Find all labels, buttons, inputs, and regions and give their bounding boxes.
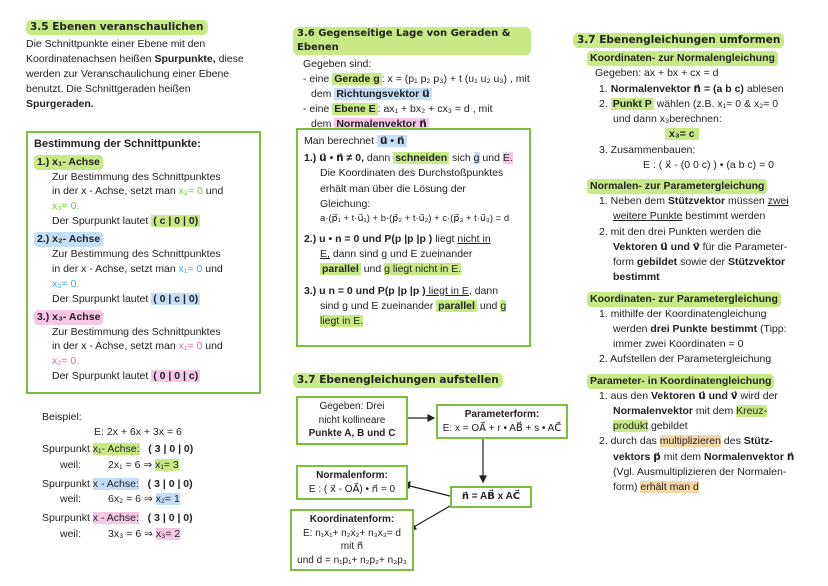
beispiel: Beispiel: E: 2x + 6x + 3x = 6 Spurpunkt x₁- Achse: ( 3 | 0 | 0) weil: 2x₁ = 6 ⇒ x₁= 3 Spurpunkt x - Achse: ( 3 | 0 | 0) weil: 6x₂ = 6 ⇒ x₂= 1 Spurpunkt x - Achse: ( 3 | 0 | 0) weil: 3x₃ = 6 ⇒ x₃= 2 (42, 411, 194, 540)
x1-achse: 1.) x₁- Achse Zur Bestimmung des Schnittpunktes in der x - Achse, setzt man x₂= 0 und x₃= 0. Der Spurpunkt lautet ( c | 0 | 0) (34, 155, 253, 230)
parameterform-box: Parameterform: E: x = OA⃗ + r • AB⃗ + s • AC⃗ (436, 404, 568, 439)
given-block: Gegeben sind: - eine Gerade g : x = (p₁ p₂ p₃) + t (u₁ u₂ u₃) , mit dem Richtungsvektor u⃗ - eine Ebene E : ax₁ + bx₂ + cx₃ = d , mit dem Normalenvektor n⃗ (303, 58, 530, 130)
intro-text: Die Schnittpunkte einer Ebene mit den Koordinatenachsen heißen Spurpunkte, diese werden zur Veranschaulichung einer Ebene benutzt. Die Schnittgeraden heißen Spurgeraden. (26, 37, 244, 110)
lage-box: Man berechnet u⃗ • n⃗ 1.) u⃗ • n⃗ ≠ 0, dann schneiden sich g und E. Die Koordinaten des Durchstoßpunktes erhält man über die Lösung der Gleichung: a·(p⃗₁ + t·u⃗₁) + b·(p⃗₂ + t·u⃗₂) + c·(p⃗₃ + t·u⃗₃) = d 2.) u • n = 0 und P(p |p |p ) liegt nicht in E, dann sind g und E zueinander parallel und g liegt nicht in E. 3.) u n = 0 und P(p |p |p ) liegt in E, dann sind g und E zueinander parallel und g liegt in E. (296, 128, 531, 347)
section-title-aufstellen: 3.7 Ebenengleichungen aufstellen (293, 373, 503, 388)
x2-achse: 2.) x₂- Achse Zur Bestimmung des Schnittpunktes in der x - Achse, setzt man x₁= 0 und x₃= 0. Der Spurpunkt lautet ( 0 | c | 0) (34, 232, 253, 307)
koordinatenform-box: Koordinatenform: E: n₁x₁+ n₂x₂+ n₃x₃= d mit n⃗ und d = n₁p₁+ n₂p₂+ n₃p₃ (290, 509, 414, 571)
subsection-normal-param: Normalen- zur Parametergleichung (587, 179, 767, 194)
normalenform-box: Normalenform: E : ( x⃗ - OA⃗) • n⃗ = 0 (296, 465, 408, 500)
subsection-koord-normal: Koordinaten- zur Normalengleichung (587, 51, 778, 66)
section-title: 3.5 Ebenen veranschaulichen (26, 20, 208, 35)
arrow-head (480, 476, 486, 482)
column-ebenengleichungen-umformen: 3.7 Ebenengleichungen umformen Koordinaten- zur Normalengleichung Gegeben: ax + bx + cx = d 1. Normalenvektor n⃗ = (a b c) ablesen 2. Punkt P wählen (z.B. x₁= 0 & x₂= 0 und dann x₃berechnen: x₃= c 3. Zusammenbauen: E : ( x⃗ - (0 0 c) ) • (a b c) = 0 Normalen- zur Parametergleichung 1. Neben dem Stützvektor müssen zwei weitere Punkte bestimmt werden 2. mit den drei Punkten werden die Vektoren u⃗ und v⃗ für die Parameter- form gebildet sowie der Stützvektor bestimmt Koordinaten- zur Parametergleichung 1. mithilfe der Koordinatengleichung werden drei Punkte bestimmt (Tipp: immer zwei Koordinaten = 0 2. Aufstellen der Parametergleichung Parameter- in Koordinatengleichung 1. aus den Vektoren u⃗ und v⃗ wird der Normalenvektor mit dem Kreuz- produkt gebildet 2. durch das multiplizieren des Stütz- vektors p⃗ mit dem Normalenvektor n⃗ (Vgl. Ausmultiplizieren der Normalen- form) erhält man d (573, 33, 805, 495)
box-title: Bestimmung der Schnittpunkte: (34, 138, 201, 150)
subsection-param-koord: Parameter- in Koordinatengleichung (587, 374, 774, 389)
section-title: 3.7 Ebenengleichungen umformen (573, 33, 784, 48)
arrow-cross-to-koord (412, 506, 450, 528)
x3-achse: 3.) x₃- Achse Zur Bestimmung des Schnittpunktes in der x - Achse, setzt man x₁= 0 und x₂= 0. Der Spurpunkt lautet ( 0 | 0 | c) (34, 310, 253, 385)
arrow-cross-to-norm (406, 485, 450, 496)
kreuzprodukt-box: n⃗ = AB⃗ x AC⃗ (450, 486, 532, 508)
section-title: 3.6 Gegenseitige Lage von Geraden & Ebenen (293, 27, 531, 55)
subsection-koord-param: Koordinaten- zur Parametergleichung (587, 292, 781, 307)
given-points-box: Gegeben: Drei nicht kollineare Punkte A, B und C (296, 396, 408, 445)
arrow-head (428, 415, 434, 421)
